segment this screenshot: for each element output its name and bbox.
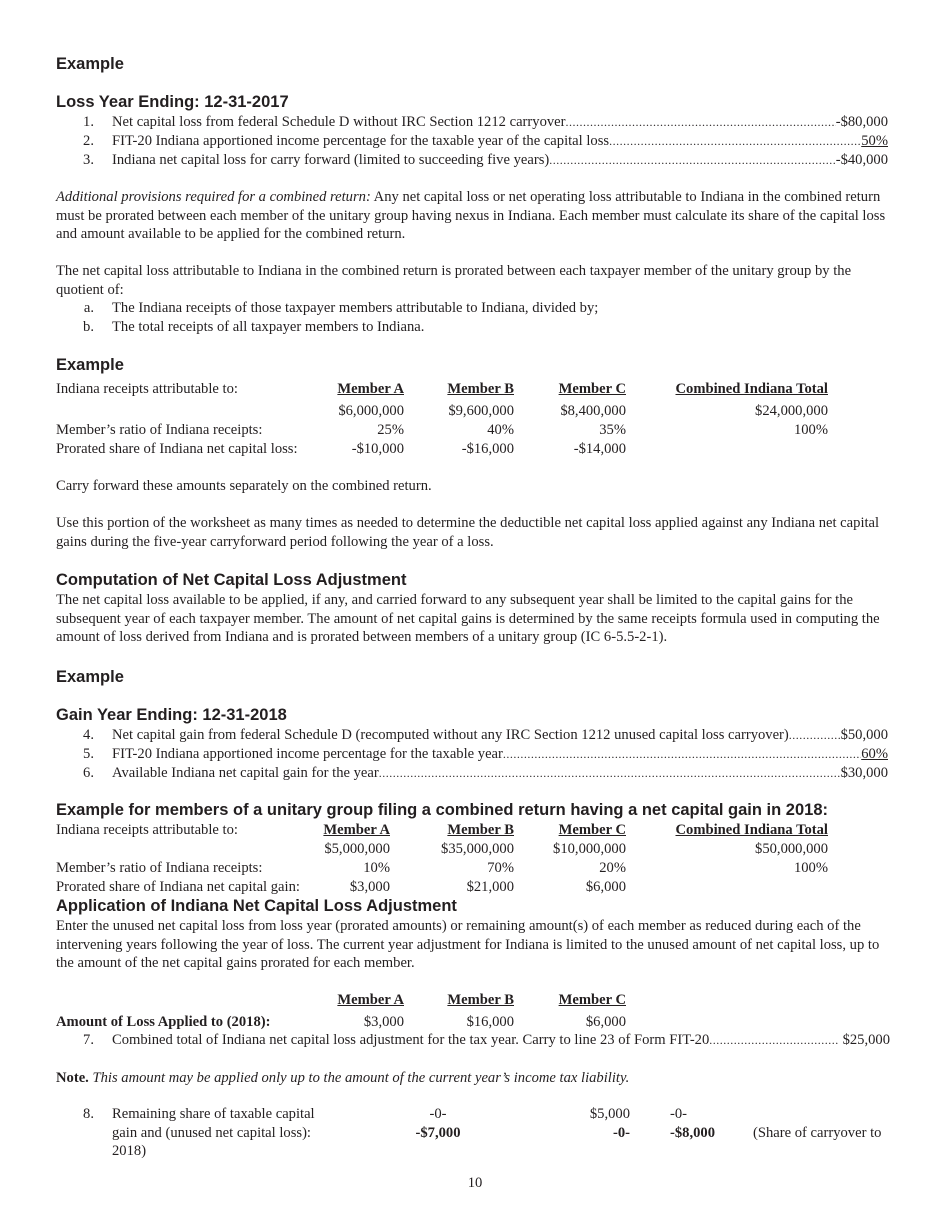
receipts-member-c: $8,400,000 (560, 403, 626, 419)
ratio-combined: 100% (793, 422, 828, 438)
line-number: 1. (83, 114, 94, 130)
quotient-item-b (56, 318, 424, 337)
line-text: Indiana net capital loss for carry forward (limited to succeeding five years) (112, 152, 550, 168)
applied-member-c: $6,000 (585, 1014, 626, 1030)
receipts-member-a: $6,000,000 (338, 403, 404, 419)
leader-dots (503, 745, 861, 764)
line-amount: 50% (861, 133, 888, 149)
row-label-receipts: Indiana receipts attributable to: (56, 381, 238, 397)
ratio-member-c: 35% (599, 422, 626, 438)
line-number: 5. (83, 746, 94, 762)
line-5 (56, 745, 888, 764)
line-amount: -$40,000 (835, 152, 888, 168)
line-text: Net capital loss from federal Schedule D without IRC Section 1212 carryover (112, 114, 566, 130)
row-label-ratio: Member’s ratio of Indiana receipts: (56, 422, 263, 438)
receipts-member-b: $35,000,000 (441, 841, 514, 857)
line-text: Net capital gain from federal Schedule D (recomputed without any IRC Section 1212 unused capital loss carryover) (112, 727, 789, 743)
line8-label-3: 2018) (112, 1143, 147, 1159)
leader-dots (709, 1031, 839, 1050)
example-heading-3: Example (56, 668, 124, 686)
carryover-suffix: (Share of carryover to (753, 1125, 882, 1141)
page-number: 10 (467, 1175, 483, 1191)
header-combined-total: Combined Indiana Total (675, 381, 828, 397)
provisions-lead: Additional provisions required for a combined return: (56, 189, 371, 205)
line-text: FIT-20 Indiana apportioned income percentage for the taxable year of the capital loss (112, 133, 610, 149)
note-text: This amount may be applied only up to the amount of the current year’s income tax liability. (88, 1070, 630, 1086)
row-label-share: Prorated share of Indiana net capital gain: (56, 879, 300, 895)
example-heading-1: Example (56, 55, 124, 73)
receipts-combined: $24,000,000 (755, 403, 828, 419)
line-amount: $25,000 (838, 1032, 890, 1048)
header-member-a: Member A (337, 381, 404, 397)
leader-dots (609, 132, 861, 151)
line-6 (56, 764, 888, 783)
line-number: 3. (83, 152, 94, 168)
share-member-a: $3,000 (349, 879, 390, 895)
computation-heading: Computation of Net Capital Loss Adjustment (56, 571, 407, 589)
example-heading-2: Example (56, 356, 124, 374)
receipts-member-a: $5,000,000 (324, 841, 390, 857)
note-paragraph (56, 1069, 896, 1088)
provisions-text: Any net capital loss or net operating loss attributable to Indiana in the combined return must be prorated between each member of the unitary group having nexus in Indiana. Each member must calculate its share of the capital loss and amount available to be applied for the combined return. (56, 189, 886, 243)
ratio-member-b: 40% (487, 422, 514, 438)
line-text: Available Indiana net capital gain for the year (112, 765, 379, 781)
prorate-paragraph: The net capital loss attributable to Indiana in the combined return is prorated between each taxpayer member of the unitary group by the quotient of: (56, 263, 852, 298)
ratio-member-a: 25% (377, 422, 404, 438)
line-amount: -$80,000 (835, 114, 888, 130)
ratio-member-b: 70% (487, 860, 514, 876)
line-amount: 60% (861, 746, 888, 762)
line-4 (56, 726, 888, 745)
line8-label-1: Remaining share of taxable capital (112, 1106, 315, 1122)
line-number: 2. (83, 133, 94, 149)
carry-forward-note: Carry forward these amounts separately on the combined return. (56, 478, 432, 494)
line-amount: $50,000 (840, 727, 888, 743)
item-letter: b. (83, 319, 94, 335)
header-member-b: Member B (447, 992, 514, 1008)
share-member-b: $21,000 (466, 879, 514, 895)
unused-member-a: -$7,000 (415, 1125, 461, 1141)
applied-member-b: $16,000 (466, 1014, 514, 1030)
unused-member-c: -$8,000 (670, 1125, 715, 1141)
header-member-c: Member C (558, 381, 626, 397)
application-paragraph: Enter the unused net capital loss from loss year (prorated amounts) or remaining amount(s) of each member as reduced during each of the intervening years following the year of loss. The current year adjustment for Indiana is limited to the unused amount of net capital loss, up to the amount of the net capital gains prorated for each member. (56, 918, 880, 972)
unitary-gain-heading: Example for members of a unitary group filing a combined return having a net capital gain in 2018: (56, 801, 828, 819)
quotient-item-a (56, 299, 598, 318)
item-letter: a. (83, 300, 94, 316)
computation-paragraph: The net capital loss available to be applied, if any, and carried forward to any subsequent year shall be limited to the capital gains for the subsequent year of each taxpayer member. The amount of net capital gains is determined by the same receipts formula used in computing the amount of loss derived from Indiana and is prorated between members of a unitary group (IC 6-5.5-2-1). (56, 592, 880, 646)
line-3 (56, 151, 888, 170)
loss-year-heading: Loss Year Ending: 12-31-2017 (56, 93, 289, 111)
item-text: The Indiana receipts of those taxpayer members attributable to Indiana, divided by; (112, 300, 599, 316)
gain-year-heading: Gain Year Ending: 12-31-2018 (56, 706, 287, 724)
ratio-member-c: 20% (599, 860, 626, 876)
row-label-share: Prorated share of Indiana net capital loss: (56, 441, 298, 457)
line-text: FIT-20 Indiana apportioned income percentage for the taxable year (112, 746, 503, 762)
remaining-member-c: -0- (670, 1106, 688, 1122)
applied-label: Amount of Loss Applied to (2018): (56, 1014, 271, 1030)
use-portion-paragraph: Use this portion of the worksheet as many times as needed to determine the deductible net capital loss applied against any Indiana net capital gains during the five-year carryforward period following the year of a loss. (56, 515, 880, 550)
header-member-a: Member A (323, 822, 390, 838)
share-member-c: -$14,000 (573, 441, 626, 457)
receipts-member-b: $9,600,000 (448, 403, 514, 419)
header-member-b: Member B (447, 381, 514, 397)
share-member-b: -$16,000 (461, 441, 514, 457)
line-amount: $30,000 (840, 765, 888, 781)
row-label-ratio: Member’s ratio of Indiana receipts: (56, 860, 263, 876)
remaining-member-a: -0- (429, 1106, 447, 1122)
line-7 (56, 1031, 890, 1050)
line-number: 4. (83, 727, 94, 743)
line-number: 6. (83, 765, 94, 781)
header-member-a: Member A (337, 992, 404, 1008)
receipts-combined: $50,000,000 (755, 841, 828, 857)
header-member-c: Member C (558, 992, 626, 1008)
unused-member-b: -0- (612, 1125, 630, 1141)
remaining-member-b: $5,000 (589, 1106, 630, 1122)
leader-dots (566, 113, 836, 132)
receipts-member-c: $10,000,000 (553, 841, 626, 857)
combined-provisions-paragraph (56, 188, 896, 244)
ratio-member-a: 10% (363, 860, 390, 876)
ratio-combined: 100% (793, 860, 828, 876)
leader-dots (789, 726, 841, 745)
header-member-b: Member B (447, 822, 514, 838)
note-label: Note. (56, 1070, 89, 1086)
row-label-receipts: Indiana receipts attributable to: (56, 822, 238, 838)
item-text: The total receipts of all taxpayer members to Indiana. (112, 319, 425, 335)
share-member-c: $6,000 (585, 879, 626, 895)
line-2 (56, 132, 888, 151)
leader-dots (379, 764, 841, 783)
line-1 (56, 113, 888, 132)
line-text: Combined total of Indiana net capital loss adjustment for the tax year. Carry to line 23 of Form FIT-20 (112, 1032, 710, 1048)
line-number: 7. (83, 1032, 94, 1048)
share-member-a: -$10,000 (351, 441, 404, 457)
line8-label-2: gain and (unused net capital loss): (112, 1125, 311, 1141)
applied-member-a: $3,000 (363, 1014, 404, 1030)
header-member-c: Member C (558, 822, 626, 838)
leader-dots (549, 151, 835, 170)
line-number: 8. (83, 1106, 94, 1122)
header-combined-total: Combined Indiana Total (675, 822, 828, 838)
application-heading: Application of Indiana Net Capital Loss Adjustment (56, 897, 457, 915)
